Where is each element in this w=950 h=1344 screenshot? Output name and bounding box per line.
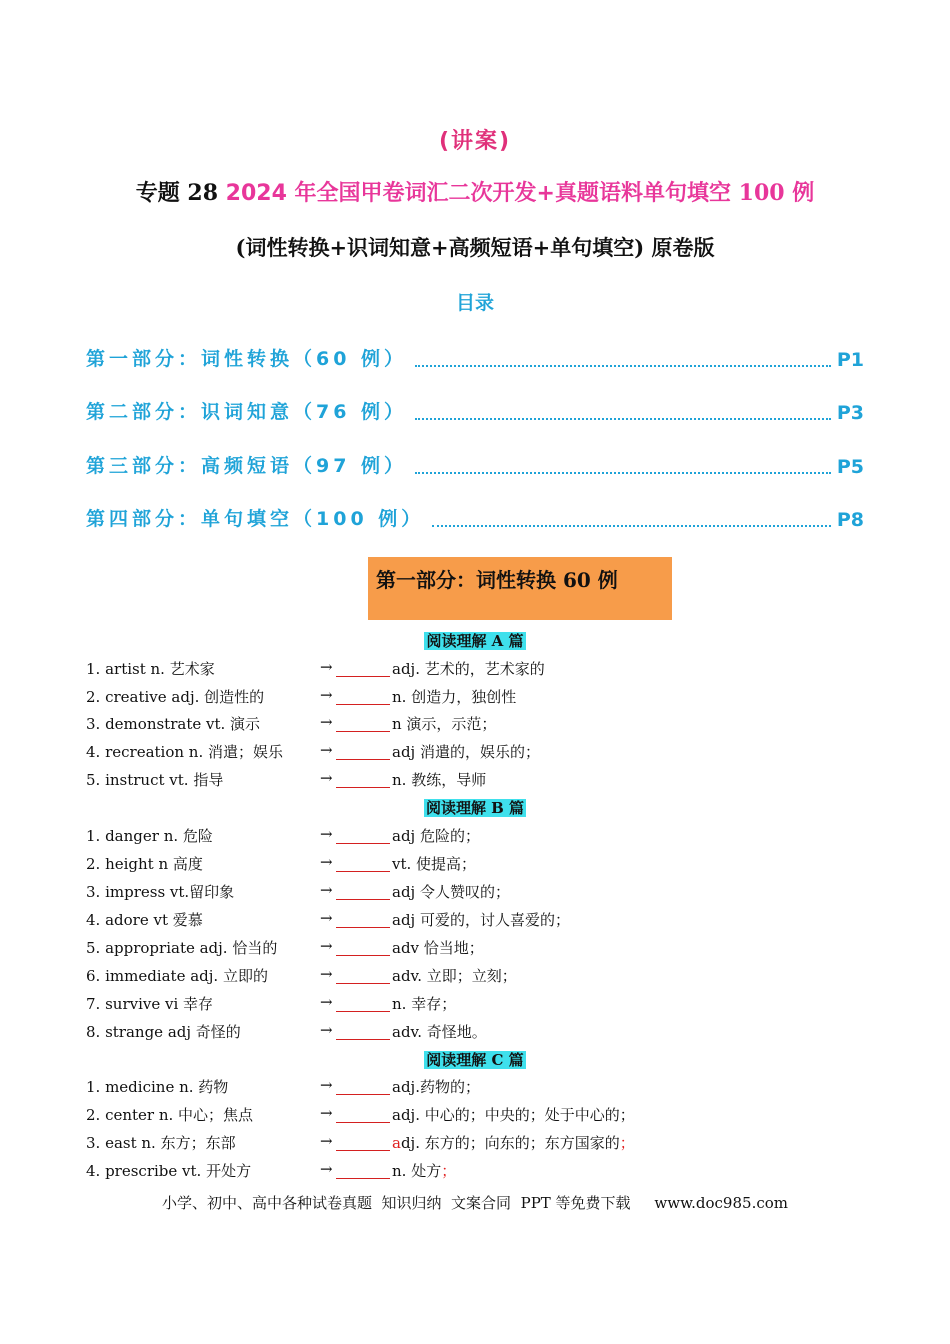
answer-blank[interactable] (336, 759, 390, 760)
source-word: 4. adore vt 爱慕 (86, 911, 203, 929)
section-title: 第一部分：词性转换 60 例 (376, 568, 618, 592)
group-heading-label: 阅读理解 B 篇 (425, 799, 525, 817)
toc-item-part3[interactable] (86, 448, 864, 478)
source-word: 2. height n 高度 (86, 855, 203, 873)
document-title (0, 176, 950, 207)
list-item (86, 1132, 886, 1156)
target-form: adj.药物的； (392, 1078, 480, 1096)
target-form: n. 创造力，独创性 (392, 688, 517, 706)
answer-blank[interactable] (336, 1150, 390, 1151)
answer-blank[interactable] (336, 1039, 390, 1040)
toc-item-page: P1 (836, 349, 864, 371)
target-text: n. 处方 (392, 1162, 442, 1180)
answer-blank[interactable] (336, 843, 390, 844)
source-word: 7. survive vi 幸存 (86, 995, 214, 1013)
toc-item-page: P8 (836, 509, 864, 531)
arrow-icon: → (320, 993, 333, 1011)
target-suffix: ； (441, 1162, 457, 1180)
arrow-icon: → (320, 937, 333, 955)
list-item (86, 658, 886, 682)
target-form: n. 幸存； (392, 995, 457, 1013)
list-item (86, 993, 886, 1017)
toc-item-part2[interactable] (86, 394, 864, 424)
toc-item-label: 第一部分：词性转换（60 例） (86, 348, 408, 370)
list-item (86, 1104, 886, 1128)
page-footer: 小学、初中、高中各种试卷真题 知识归纳 文案合同 PPT 等免费下载 www.doc985.com (161, 1194, 788, 1212)
answer-blank[interactable] (336, 1094, 390, 1095)
source-word: 6. immediate adj. 立即的 (86, 967, 268, 985)
answer-blank[interactable] (336, 871, 390, 872)
group-heading-label: 阅读理解 A 篇 (426, 632, 524, 650)
toc-leader (415, 365, 831, 367)
source-word: 2. creative adj. 创造性的 (86, 688, 265, 706)
answer-blank[interactable] (336, 983, 390, 984)
target-form: vt. 使提高； (392, 855, 477, 873)
list-item (86, 1160, 886, 1184)
source-word: 2. center n. 中心；焦点 (86, 1106, 254, 1124)
toc-leader (432, 525, 831, 527)
arrow-icon: → (320, 1021, 333, 1039)
list-item (86, 713, 886, 737)
target-form: adj. 艺术的，艺术家的 (392, 660, 545, 678)
group-heading-a (0, 630, 950, 651)
list-item (86, 825, 886, 849)
list-item (86, 741, 886, 765)
target-suffix: ； (619, 1134, 635, 1152)
group-heading-c (0, 1049, 950, 1070)
title-main: 2024 年全国甲卷词汇二次开发+真题语料单句填空 (225, 181, 731, 206)
toc-item-page: P3 (836, 402, 864, 424)
answer-blank[interactable] (336, 899, 390, 900)
arrow-icon: → (320, 1104, 333, 1122)
toc-leader (415, 418, 831, 420)
source-word: 1. medicine n. 药物 (86, 1078, 229, 1096)
target-form: n. 教练，导师 (392, 771, 487, 789)
list-item (86, 965, 886, 989)
arrow-icon: → (320, 825, 333, 843)
toc-item-label: 第四部分：单句填空（100 例） (86, 508, 425, 530)
answer-blank[interactable] (336, 1122, 390, 1123)
answer-blank[interactable] (336, 731, 390, 732)
arrow-icon: → (320, 686, 333, 704)
toc-item-page: P5 (836, 456, 864, 478)
target-form: adj 可爱的，讨人喜爱的； (392, 911, 570, 929)
target-prefix: a (392, 1134, 401, 1152)
target-form: adv 恰当地； (392, 939, 484, 957)
source-word: 5. appropriate adj. 恰当的 (86, 939, 278, 957)
target-form: adj 令人赞叹的； (392, 883, 510, 901)
target-form (392, 1132, 635, 1153)
arrow-icon: → (320, 881, 333, 899)
answer-blank[interactable] (336, 704, 390, 705)
target-form (392, 1160, 456, 1181)
arrow-icon: → (320, 853, 333, 871)
document-subtitle: (词性转换+识词知意+高频短语+单句填空) 原卷版 (235, 235, 715, 260)
arrow-icon: → (320, 1160, 333, 1178)
answer-blank[interactable] (336, 1178, 390, 1179)
source-word: 5. instruct vt. 指导 (86, 771, 224, 789)
list-item (86, 853, 886, 877)
source-word: 3. demonstrate vt. 演示 (86, 715, 261, 733)
source-word: 4. prescribe vt. 开处方 (86, 1162, 252, 1180)
toc-item-label: 第二部分：识词知意（76 例） (86, 401, 408, 423)
arrow-icon: → (320, 909, 333, 927)
group-heading-b (0, 797, 950, 818)
target-form: adv. 奇怪地。 (392, 1023, 487, 1041)
toc-item-part1[interactable] (86, 341, 864, 371)
lecture-label: (讲案) (438, 129, 512, 154)
target-form: n 演示，示范； (392, 715, 497, 733)
title-prefix: 专题 28 (135, 180, 226, 206)
target-form: adj. 中心的；中央的；处于中心的； (392, 1106, 635, 1124)
answer-blank[interactable] (336, 787, 390, 788)
source-word: 8. strange adj 奇怪的 (86, 1023, 241, 1041)
arrow-icon: → (320, 713, 333, 731)
list-item (86, 1021, 886, 1045)
arrow-icon: → (320, 965, 333, 983)
toc-item-part4[interactable] (86, 501, 864, 531)
list-item (86, 881, 886, 905)
target-form: adj 危险的； (392, 827, 480, 845)
answer-blank[interactable] (336, 955, 390, 956)
target-text: dj. 东方的；向东的；东方国家的 (400, 1134, 620, 1152)
source-word: 1. danger n. 危险 (86, 827, 213, 845)
list-item (86, 686, 886, 710)
arrow-icon: → (320, 769, 333, 787)
list-item (86, 1076, 886, 1100)
arrow-icon: → (320, 1132, 333, 1150)
title-count: 100 例 (731, 180, 815, 206)
toc-heading: 目录 (455, 292, 494, 314)
toc-leader (415, 472, 831, 474)
source-word: 3. east n. 东方；东部 (86, 1134, 236, 1152)
group-heading-label: 阅读理解 C 篇 (426, 1051, 524, 1069)
target-form: adv. 立即；立刻； (392, 967, 517, 985)
source-word: 1. artist n. 艺术家 (86, 660, 215, 678)
arrow-icon: → (320, 741, 333, 759)
arrow-icon: → (320, 1076, 333, 1094)
arrow-icon: → (320, 658, 333, 676)
list-item (86, 769, 886, 793)
answer-blank[interactable] (336, 927, 390, 928)
list-item (86, 937, 886, 961)
answer-blank[interactable] (336, 676, 390, 677)
list-item (86, 909, 886, 933)
answer-blank[interactable] (336, 1011, 390, 1012)
toc-item-label: 第三部分：高频短语（97 例） (86, 455, 408, 477)
source-word: 3. impress vt.留印象 (86, 883, 235, 901)
source-word: 4. recreation n. 消遣；娱乐 (86, 743, 284, 761)
target-form: adj 消遣的，娱乐的； (392, 743, 540, 761)
